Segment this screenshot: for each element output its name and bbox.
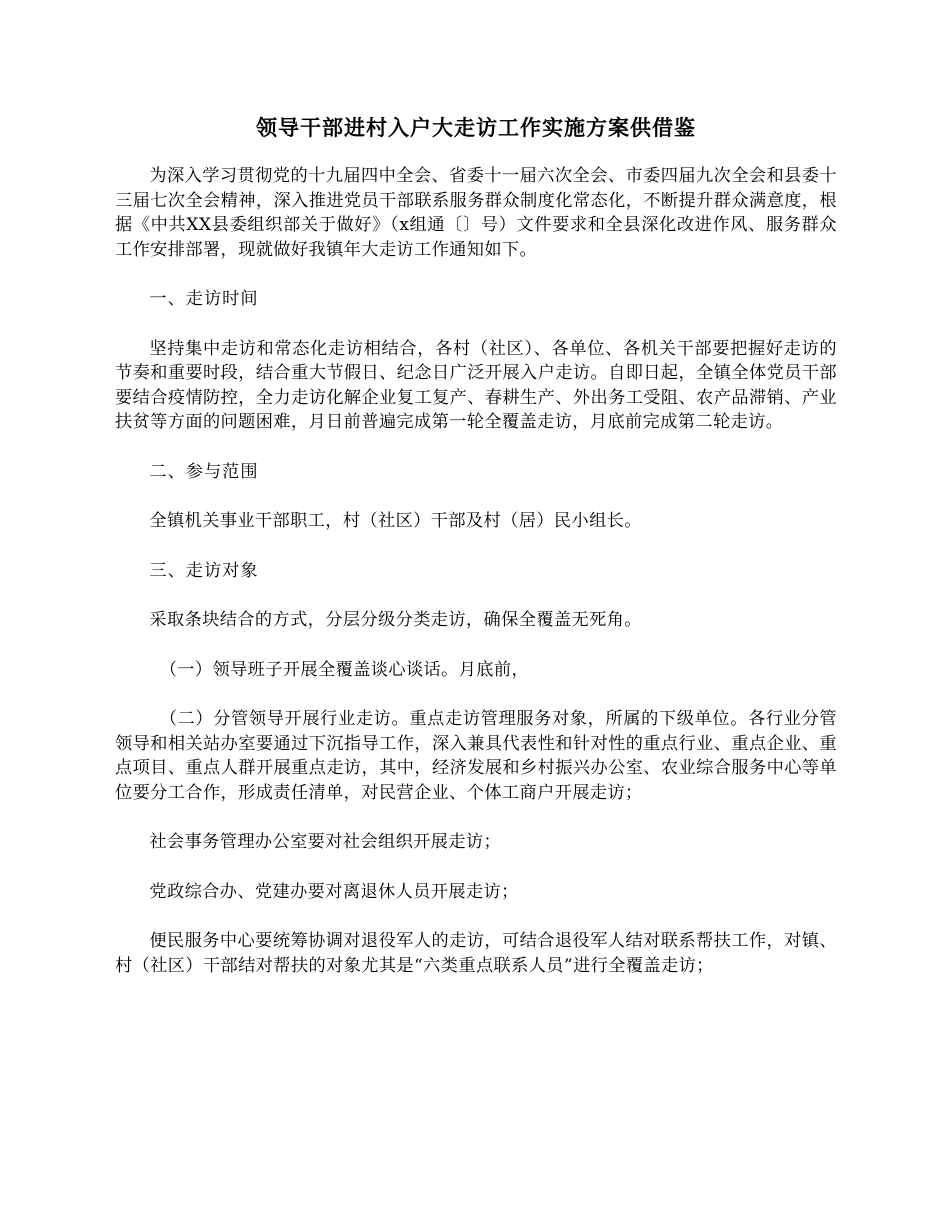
section-heading-scope: 二、参与范围 (149, 461, 259, 482)
scope-paragraph: 全镇机关事业干部职工，村（社区）干部及村（居）民小组长。 (149, 511, 642, 531)
visit-time-paragraph: 坚持集中走访和常态化走访相结合，各村（社区）、各单位、各机关干部要把握好走访的节奏和重要时段，结合重大节假日、纪念日广泛开展入户走访。自即日起，全镇全体党员干部要结合疫情防控，全力走访化解企业复工复产、春耕生产、外出务工受阻、农产品滞销、产业扶贫等方面的问题困难，月日前普遍完成第一轮全覆盖走访，月底前完成第二轮走访。 (115, 338, 837, 432)
social-affairs-paragraph: 社会事务管理办公室要对社会组织开展走访； (149, 832, 502, 852)
document-title: 领导干部进村入户大走访工作实施方案供借鉴 (256, 115, 696, 140)
subsection-two-paragraph: （二）分管领导开展行业走访。重点走访管理服务对象，所属的下级单位。各行业分管领导和相关站办室要通过下沉指导工作，深入兼具代表性和针对性的重点行业、重点企业、重点项目、重点人群开展重点走访，其中，经济发展和乡村振兴办公室、农业综合服务中心等单位要分工合作，形成责任清单，对民营企业、个体工商户开展走访； (115, 709, 837, 803)
section-heading-targets: 三、走访对象 (149, 560, 259, 581)
targets-paragraph: 采取条块结合的方式，分层分级分类走访，确保全覆盖无死角。 (149, 610, 642, 630)
subsection-one-paragraph: （一）领导班子开展全覆盖谈心谈话。月底前， (159, 659, 530, 680)
service-center-paragraph: 便民服务中心要统筹协调对退役军人的走访，可结合退役军人结对联系帮扶工作，对镇、村（社区）干部结对帮扶的对象尤其是“六类重点联系人员”进行全覆盖走访； (115, 931, 837, 976)
section-heading-visit-time: 一、走访时间 (149, 289, 259, 309)
document-page (115, 108, 837, 1003)
party-office-paragraph: 党政综合办、党建办要对离退休人员开展走访； (149, 881, 519, 902)
intro-paragraph: 为深入学习贯彻党的十九届四中全会、省委十一届六次全会、市委四届九次全会和县委十三届七次全会精神，深入推进党员干部联系服务群众制度化常态化，不断提升群众满意度，根据《中共XX县委组织部关于做好》（x组通〔〕号）文件要求和全县深化改进作风、服务群众工作安排部署，现就做好我镇年大走访工作通知如下。 (115, 166, 837, 260)
